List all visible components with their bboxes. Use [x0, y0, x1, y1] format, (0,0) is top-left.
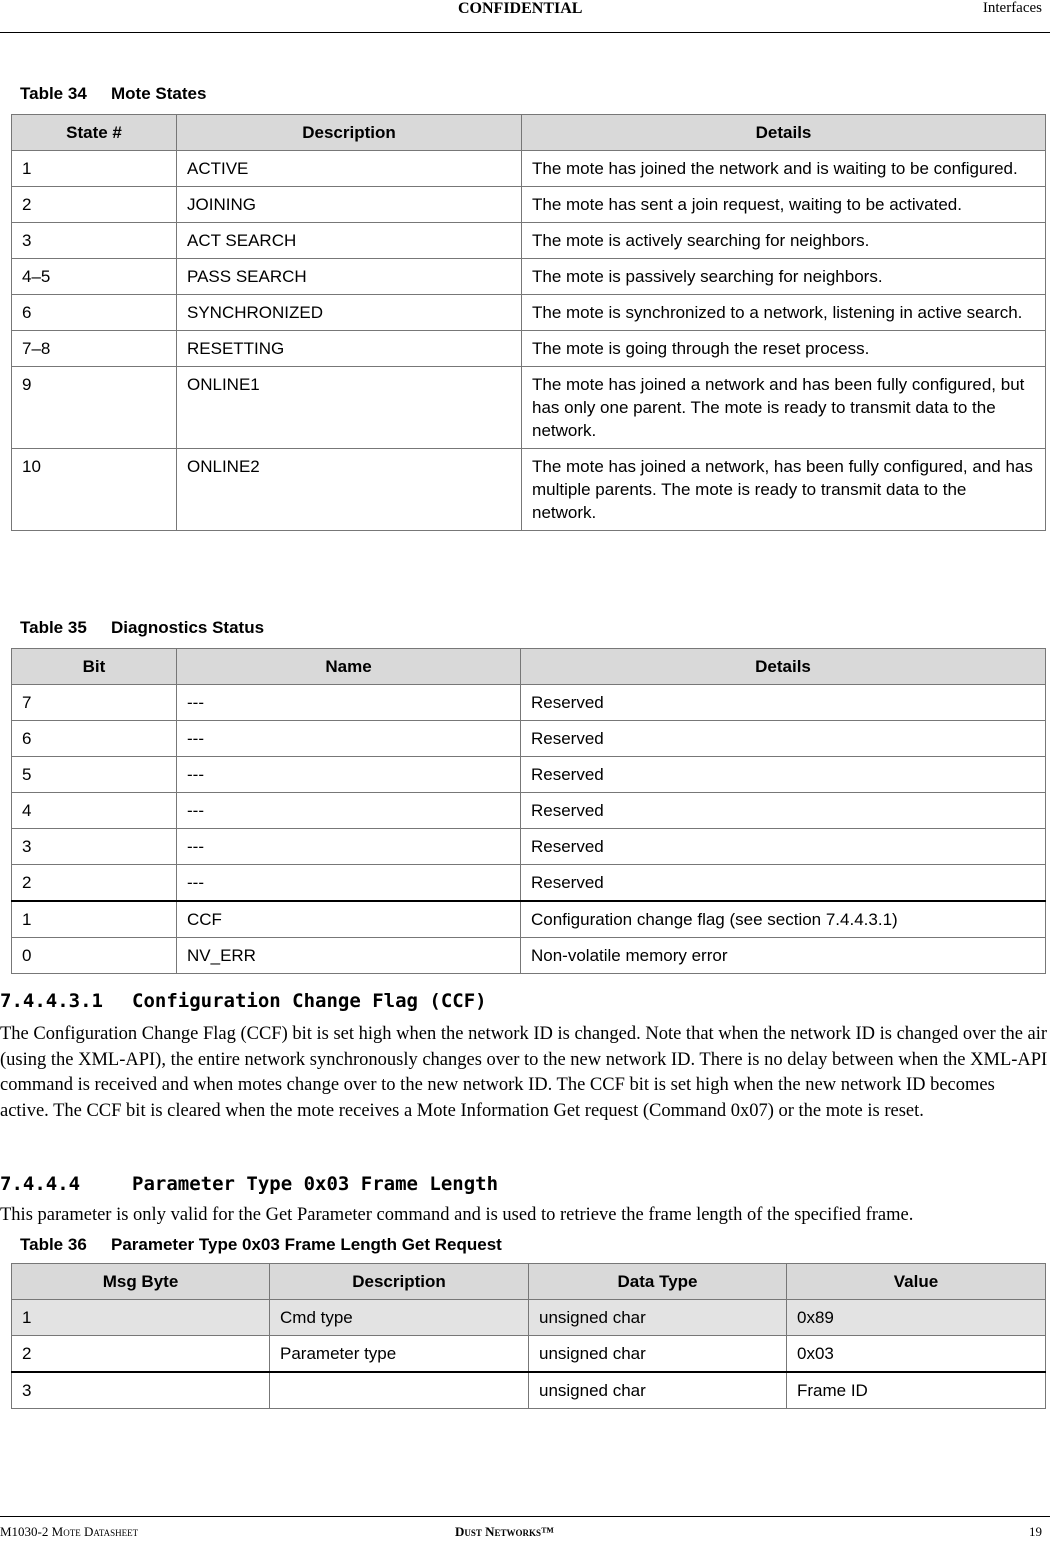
table-cell: RESETTING [177, 331, 522, 367]
table-cell: 3 [12, 829, 177, 865]
table-cell: The mote is going through the reset process. [522, 331, 1046, 367]
table34-mote-states [11, 114, 1046, 531]
section-heading-frame-length [0, 1173, 498, 1195]
table-cell: 2 [12, 865, 177, 902]
confidential-label: CONFIDENTIAL [458, 0, 583, 17]
page-header [0, 0, 1050, 33]
table36-header-row [12, 1264, 1046, 1300]
table-row [12, 151, 1046, 187]
table-row [12, 721, 1046, 757]
table-cell: Reserved [521, 793, 1046, 829]
table-row [12, 295, 1046, 331]
table-cell: Configuration change flag (see section 7.4.4.3.1) [521, 901, 1046, 938]
table-cell: 4–5 [12, 259, 177, 295]
table-cell: 4 [12, 793, 177, 829]
table-cell: ONLINE2 [177, 449, 522, 531]
table-cell: unsigned char [529, 1300, 787, 1336]
table-cell: 7 [12, 685, 177, 721]
table-cell: --- [177, 685, 521, 721]
table-cell: The mote is synchronized to a network, listening in active search. [522, 295, 1046, 331]
table-cell: 3 [12, 1372, 270, 1409]
table-cell: Frame ID [787, 1372, 1046, 1409]
table-cell: 7–8 [12, 331, 177, 367]
table-cell: --- [177, 757, 521, 793]
table-row [12, 187, 1046, 223]
company-name: Dust Networks™ [455, 1524, 555, 1539]
table-cell: 10 [12, 449, 177, 531]
table35-caption [20, 618, 264, 638]
table-cell: The mote is actively searching for neighbors. [522, 223, 1046, 259]
ccf-paragraph: The Configuration Change Flag (CCF) bit is set high when the network ID is changed. Note that when the network ID is changed over the air (using the XML-API), the entire network synchronously changes over to the new network ID. There is no delay between when the XML-API command is received and when motes change over to the new network ID. The CCF bit is set high when the new network ID becomes active. The CCF bit is cleared when the mote receives a Mote Information Get request (Command 0x07) or the mote is reset. [0, 1024, 1048, 1121]
table34-col-details: Details [522, 115, 1046, 151]
table-cell: unsigned char [529, 1372, 787, 1409]
section-number: 7.4.4.4 [0, 1173, 81, 1195]
table-cell: CCF [177, 901, 521, 938]
table-row [12, 449, 1046, 531]
table35-diagnostics-status [11, 648, 1046, 974]
table-row [12, 901, 1046, 938]
table34-caption-title: Mote States [111, 84, 207, 103]
table-cell: 3 [12, 223, 177, 259]
table35-col-details: Details [521, 649, 1046, 685]
page-number: 19 [1029, 1524, 1042, 1539]
table-cell: 0 [12, 938, 177, 974]
table36-frame-length-request [11, 1263, 1046, 1409]
table-cell: The mote has sent a join request, waiting to be activated. [522, 187, 1046, 223]
table-cell: Reserved [521, 757, 1046, 793]
table-cell: The mote is passively searching for neighbors. [522, 259, 1046, 295]
table35-col-bit: Bit [12, 649, 177, 685]
table-cell: SYNCHRONIZED [177, 295, 522, 331]
table-cell: 1 [12, 151, 177, 187]
table-cell: NV_ERR [177, 938, 521, 974]
table-cell: ACT SEARCH [177, 223, 522, 259]
table-cell: 6 [12, 721, 177, 757]
table-cell: Reserved [521, 829, 1046, 865]
table-cell: Cmd type [270, 1300, 529, 1336]
table-cell: The mote has joined the network and is waiting to be configured. [522, 151, 1046, 187]
table-row [12, 331, 1046, 367]
section-title: Configuration Change Flag (CCF) [132, 990, 487, 1012]
table34-col-description: Description [177, 115, 522, 151]
table-cell: 1 [12, 901, 177, 938]
table-cell: ONLINE1 [177, 367, 522, 449]
document-name: M1030-2 Mote Datasheet [0, 1524, 139, 1539]
table-cell: Reserved [521, 721, 1046, 757]
table-row [12, 1336, 1046, 1373]
section-number: 7.4.4.3.1 [0, 990, 103, 1012]
table35-caption-title: Diagnostics Status [111, 618, 265, 637]
table-row [12, 938, 1046, 974]
table34-header-row [12, 115, 1046, 151]
table-cell: Reserved [521, 685, 1046, 721]
table-cell: ACTIVE [177, 151, 522, 187]
table-cell: 2 [12, 1336, 270, 1373]
table-row [12, 259, 1046, 295]
table35-header-row [12, 649, 1046, 685]
table-cell: JOINING [177, 187, 522, 223]
table36-col-msg-byte: Msg Byte [12, 1264, 270, 1300]
table36-col-data-type: Data Type [529, 1264, 787, 1300]
table-cell: unsigned char [529, 1336, 787, 1373]
table-row [12, 685, 1046, 721]
table-cell: 0x03 [787, 1336, 1046, 1373]
table-row [12, 223, 1046, 259]
table34-col-state: State # [12, 115, 177, 151]
table-cell: Non-volatile memory error [521, 938, 1046, 974]
table-cell: --- [177, 865, 521, 902]
table35-col-name: Name [177, 649, 521, 685]
table-cell: 2 [12, 187, 177, 223]
table-cell: --- [177, 829, 521, 865]
table-cell [270, 1372, 529, 1409]
table-cell: --- [177, 793, 521, 829]
section-heading-ccf [0, 990, 487, 1012]
table35-caption-number: Table 35 [20, 618, 87, 637]
table-row [12, 829, 1046, 865]
section-name: Interfaces [982, 0, 1042, 16]
frame-length-paragraph: This parameter is only valid for the Get Parameter command and is used to retrieve the frame length of the specified frame. [0, 1205, 914, 1225]
table34-caption [20, 84, 206, 104]
table-cell: 1 [12, 1300, 270, 1336]
table-cell: 0x89 [787, 1300, 1046, 1336]
table-cell: PASS SEARCH [177, 259, 522, 295]
table-row [12, 1300, 1046, 1336]
table-cell: 5 [12, 757, 177, 793]
table-cell: The mote has joined a network and has been fully configured, but has only one parent. The mote is ready to transmit data to the network. [522, 367, 1046, 449]
section-title: Parameter Type 0x03 Frame Length [132, 1173, 499, 1195]
table36-col-description: Description [270, 1264, 529, 1300]
table-row [12, 865, 1046, 902]
table-cell: Reserved [521, 865, 1046, 902]
table-cell: --- [177, 721, 521, 757]
page-footer [0, 1516, 1050, 1541]
table36-caption-title: Parameter Type 0x03 Frame Length Get Request [111, 1235, 502, 1254]
table-row [12, 1372, 1046, 1409]
table-cell: 9 [12, 367, 177, 449]
table36-caption [20, 1235, 502, 1255]
table-row [12, 757, 1046, 793]
table36-caption-number: Table 36 [20, 1235, 87, 1254]
table-cell: The mote has joined a network, has been fully configured, and has multiple parents. The mote is ready to transmit data to the network. [522, 449, 1046, 531]
table-row [12, 367, 1046, 449]
table34-caption-number: Table 34 [20, 84, 87, 103]
table36-col-value: Value [787, 1264, 1046, 1300]
table-row [12, 793, 1046, 829]
table-cell: Parameter type [270, 1336, 529, 1373]
table-cell: 6 [12, 295, 177, 331]
